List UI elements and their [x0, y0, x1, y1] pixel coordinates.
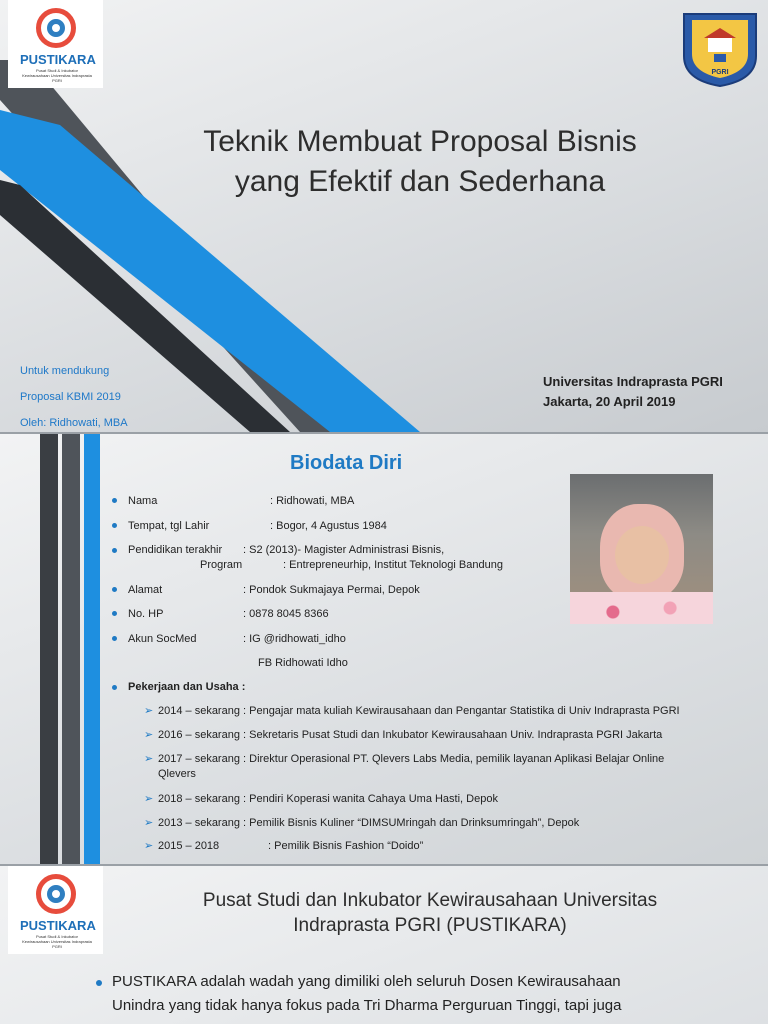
note-1: Untuk mendukung: [20, 365, 110, 377]
field-value-program: : Entrepreneurhip, Institut Teknologi Bandung: [283, 559, 503, 571]
work-item-2: 2016 – sekarang : Sekretaris Pusat Studi dan Inkubator Kewirausahaan Univ. Indraprasta PGRI Jakarta: [158, 729, 663, 741]
field-value-hp: : 0878 8045 8366: [243, 608, 329, 620]
biodata-title: Biodata Diri: [290, 452, 403, 474]
field-label-ttl: Tempat, tgl Lahir: [128, 520, 210, 532]
work-item-4: 2018 – sekarang : Pendiri Koperasi wanita Cahaya Uma Hasti, Depok: [158, 793, 498, 805]
support-notes: [20, 358, 128, 432]
pustikara-logo: [8, 0, 103, 88]
arrow-icon: ➢: [144, 817, 154, 829]
univ-logo-bottom: PGRI: [711, 69, 729, 76]
title-slide: [0, 0, 768, 432]
work-item-1: 2014 – sekarang : Pengajar mata kuliah Kewirausahaan dan Pengantar Statistika di Univ Indraprasta PGRI: [158, 705, 680, 717]
field-value-socmed: : IG @ridhowati_idho: [243, 633, 346, 645]
work-item-3-cont: Qlevers: [158, 768, 196, 780]
pustikara-slide: [0, 866, 768, 1024]
work-item-3: 2017 – sekarang : Direktur Operasional PT. Qlevers Labs Media, pemilik layanan Aplikasi Belajar Online: [158, 753, 665, 765]
logo-name: PUSTIKARA: [20, 52, 96, 67]
university-logo: [678, 8, 762, 88]
pustikara-description: [112, 970, 756, 1018]
s3-body-line-1: PUSTIKARA adalah wadah yang dimiliki oleh seluruh Dosen Kewirausahaan: [112, 973, 621, 990]
arrow-icon: ➢: [144, 753, 154, 765]
field-value-pendidikan: : S2 (2013)- Magister Administrasi Bisnis,: [243, 544, 445, 556]
field-label-program: Program: [200, 559, 243, 571]
biodata-slide: [0, 434, 768, 864]
field-label-alamat: Alamat: [128, 584, 163, 596]
field-value-fb: FB Ridhowati Idho: [258, 657, 348, 669]
note-2: Proposal KBMI 2019: [20, 391, 121, 403]
s3-title-line-2: Indraprasta PGRI (PUSTIKARA): [293, 915, 567, 936]
work-item-6-period: 2015 – 2018: [158, 840, 220, 852]
logo-emblem-2: [36, 874, 76, 914]
arrow-icon: ➢: [144, 729, 154, 741]
profile-photo: [570, 474, 713, 624]
pustikara-title: [150, 888, 710, 938]
venue-line-1: Universitas Indraprasta PGRI: [543, 374, 723, 389]
arrow-icon: ➢: [144, 705, 154, 717]
title-line-2: yang Efektif dan Sederhana: [234, 165, 606, 198]
s3-title-line-1: Pusat Studi dan Inkubator Kewirausahaan Universitas: [202, 890, 658, 911]
s3-body-line-2: Unindra yang tidak hanya fokus pada Tri Dharma Perguruan Tinggi, tapi juga: [112, 997, 622, 1014]
logo-tagline: Pusat Studi & Inkubator Kewirausahaan Universitas Indraprasta PGRI: [22, 68, 92, 83]
field-value-ttl: : Bogor, 4 Agustus 1984: [270, 520, 387, 532]
venue-line-2: Jakarta, 20 April 2019: [543, 394, 676, 409]
arrow-icon: ➢: [144, 793, 154, 805]
field-label-socmed: Akun SocMed: [128, 633, 197, 645]
field-label-pendidikan: Pendidikan terakhir: [128, 544, 223, 556]
logo-tagline-2: Pusat Studi & Inkubator Kewirausahaan Universitas Indraprasta PGRI: [22, 934, 92, 949]
work-item-6-desc: : Pemilik Bisnis Fashion “Doido”: [268, 840, 424, 852]
title-line-1: Teknik Membuat Proposal Bisnis: [203, 125, 637, 158]
note-3: Oleh: Ridhowati, MBA: [20, 417, 128, 429]
arrow-icon: ➢: [144, 840, 154, 852]
field-label-hp: No. HP: [128, 608, 164, 620]
work-item-5: 2013 – sekarang : Pemilik Bisnis Kuliner “DIMSUMringah dan Drinksumringah”, Depok: [158, 817, 580, 829]
field-label-nama: Nama: [128, 495, 158, 507]
logo-name-2: PUSTIKARA: [20, 918, 96, 933]
field-value-alamat: : Pondok Sukmajaya Permai, Depok: [243, 584, 420, 596]
presentation-title: [150, 122, 690, 202]
pustikara-logo-2: [8, 866, 103, 954]
work-heading: Pekerjaan dan Usaha :: [128, 681, 246, 693]
field-value-nama: : Ridhowati, MBA: [270, 495, 355, 507]
venue-info: [543, 372, 723, 412]
logo-emblem: [36, 8, 76, 48]
